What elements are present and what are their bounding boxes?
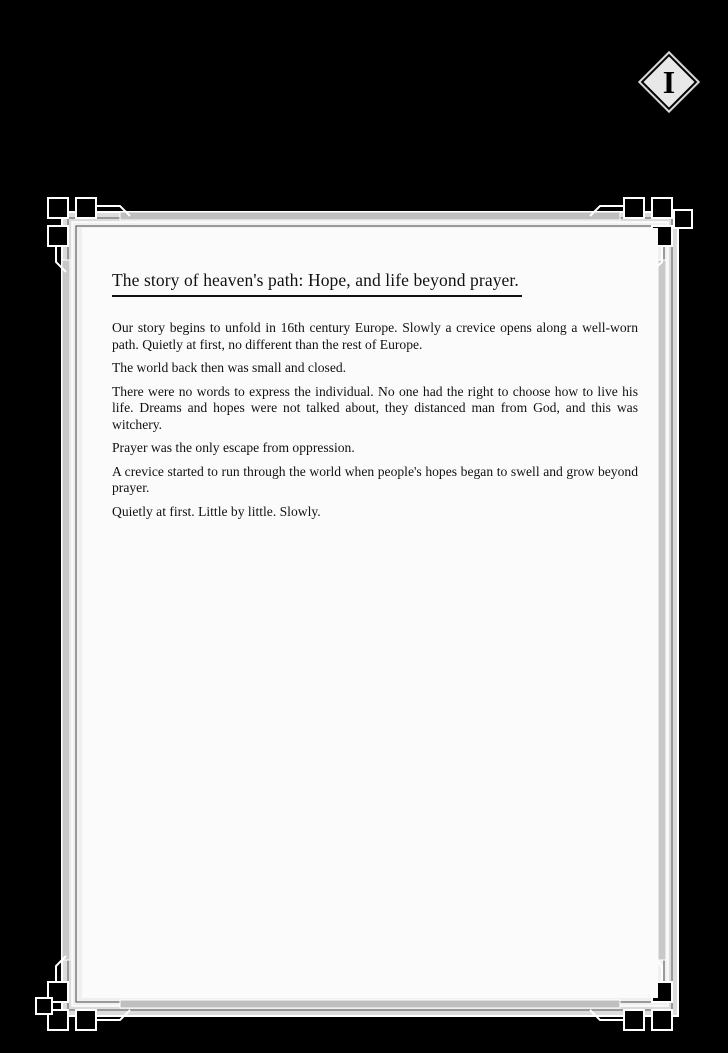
- paragraph: Prayer was the only escape from oppression.: [112, 440, 355, 455]
- text-panel: [82, 228, 658, 998]
- paragraph: There were no words to express the individual. No one had the right to choose how to live his life. Dreams and hopes were not talked about, they distanced man from God, and this was witchery.: [112, 383, 638, 432]
- paragraph: Our story begins to unfold in 16th century Europe. Slowly a crevice opens along a well-worn path. Quietly at first, no different than the rest of Europe.: [112, 320, 638, 352]
- paragraph: Quietly at first. Little by little. Slowly.: [112, 503, 321, 519]
- body-text: [112, 320, 638, 527]
- paragraph: The world back then was small and closed.: [112, 360, 347, 375]
- paragraph: A crevice started to run through the world when people's hopes began to swell and grow beyond prayer.: [112, 463, 638, 495]
- chapter-numeral: I: [662, 64, 676, 100]
- page-heading: The story of heaven's path: Hope, and life beyond prayer.: [112, 270, 522, 297]
